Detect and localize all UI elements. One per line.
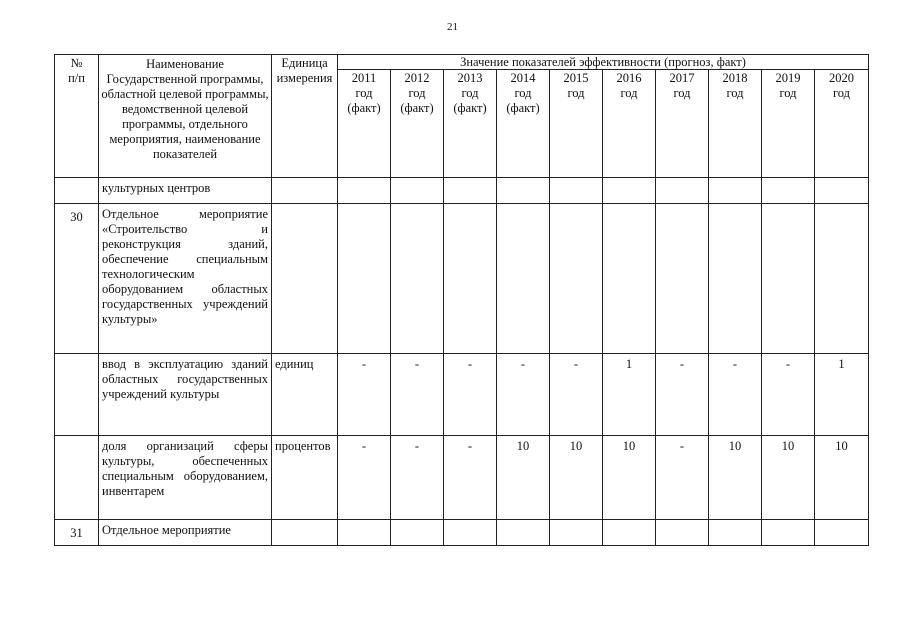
row-name: Отдельное мероприятие «Строительство и реконструкция зданий, обеспечение специальным технологическим оборудованием областных государственных учреждений культуры» xyxy=(99,204,272,354)
row-value xyxy=(497,178,550,204)
row-number: 30 xyxy=(55,204,99,354)
row-value xyxy=(762,204,815,354)
header-num: № п/п xyxy=(55,55,99,178)
row-value xyxy=(497,520,550,546)
row-value: - xyxy=(444,354,497,436)
row-value xyxy=(762,520,815,546)
row-value xyxy=(391,520,444,546)
row-value: - xyxy=(656,354,709,436)
row-value: - xyxy=(338,436,391,520)
header-year: 2012 год (факт) xyxy=(391,70,444,178)
row-value xyxy=(550,178,603,204)
row-value: 10 xyxy=(550,436,603,520)
row-value: - xyxy=(709,354,762,436)
table-row xyxy=(55,178,869,204)
row-value xyxy=(550,520,603,546)
row-value xyxy=(550,204,603,354)
row-value xyxy=(338,178,391,204)
row-value: 1 xyxy=(603,354,656,436)
row-unit xyxy=(272,178,338,204)
row-value: 10 xyxy=(709,436,762,520)
table-row xyxy=(55,436,869,520)
performance-indicators-table xyxy=(54,54,869,546)
header-values-group: Значение показателей эффективности (прогноз, факт) xyxy=(338,55,869,70)
row-value: 10 xyxy=(762,436,815,520)
row-value xyxy=(709,204,762,354)
row-value xyxy=(656,204,709,354)
row-name: доля организаций сферы культуры, обеспеченных специальным оборудованием, инвентарем xyxy=(99,436,272,520)
table-row xyxy=(55,354,869,436)
row-value xyxy=(391,204,444,354)
row-value: - xyxy=(391,436,444,520)
row-value xyxy=(444,178,497,204)
row-value xyxy=(444,204,497,354)
row-value xyxy=(815,178,869,204)
row-value xyxy=(603,204,656,354)
row-name: ввод в эксплуатацию зданий областных государственных учреждений культуры xyxy=(99,354,272,436)
row-value xyxy=(338,520,391,546)
row-name: Отдельное мероприятие xyxy=(99,520,272,546)
header-year: 2013 год (факт) xyxy=(444,70,497,178)
header-year: 2011 год (факт) xyxy=(338,70,391,178)
table-body xyxy=(55,178,869,546)
row-value xyxy=(815,204,869,354)
row-value xyxy=(815,520,869,546)
header-year: 2019 год xyxy=(762,70,815,178)
row-value: - xyxy=(391,354,444,436)
row-value xyxy=(338,204,391,354)
row-name: культурных центров xyxy=(99,178,272,204)
row-value: - xyxy=(550,354,603,436)
header-year: 2020 год xyxy=(815,70,869,178)
row-unit: единиц xyxy=(272,354,338,436)
row-value xyxy=(603,178,656,204)
row-value: - xyxy=(338,354,391,436)
header-year: 2016 год xyxy=(603,70,656,178)
row-value: - xyxy=(656,436,709,520)
row-value: 10 xyxy=(497,436,550,520)
row-unit xyxy=(272,204,338,354)
row-number xyxy=(55,436,99,520)
row-value xyxy=(444,520,497,546)
row-value: 10 xyxy=(815,436,869,520)
header-name: Наименование Государственной программы, областной целевой программы, ведомственной целевой программы, отдельного мероприятия, наименование показателей xyxy=(99,55,272,178)
row-value: 1 xyxy=(815,354,869,436)
header-year: 2015 год xyxy=(550,70,603,178)
row-value xyxy=(497,204,550,354)
row-value: - xyxy=(762,354,815,436)
row-value: - xyxy=(497,354,550,436)
header-year: 2014 год (факт) xyxy=(497,70,550,178)
row-value xyxy=(656,178,709,204)
page-number: 21 xyxy=(447,21,458,33)
row-value xyxy=(709,178,762,204)
row-value: 10 xyxy=(603,436,656,520)
header-unit: Единица измерения xyxy=(272,55,338,178)
row-unit xyxy=(272,520,338,546)
row-number xyxy=(55,178,99,204)
row-value xyxy=(656,520,709,546)
row-value xyxy=(762,178,815,204)
table-row xyxy=(55,204,869,354)
row-number xyxy=(55,354,99,436)
row-value: - xyxy=(444,436,497,520)
table-row xyxy=(55,520,869,546)
header-year: 2018 год xyxy=(709,70,762,178)
row-value xyxy=(391,178,444,204)
row-value xyxy=(603,520,656,546)
row-unit: процентов xyxy=(272,436,338,520)
row-value xyxy=(709,520,762,546)
row-number: 31 xyxy=(55,520,99,546)
header-year: 2017 год xyxy=(656,70,709,178)
